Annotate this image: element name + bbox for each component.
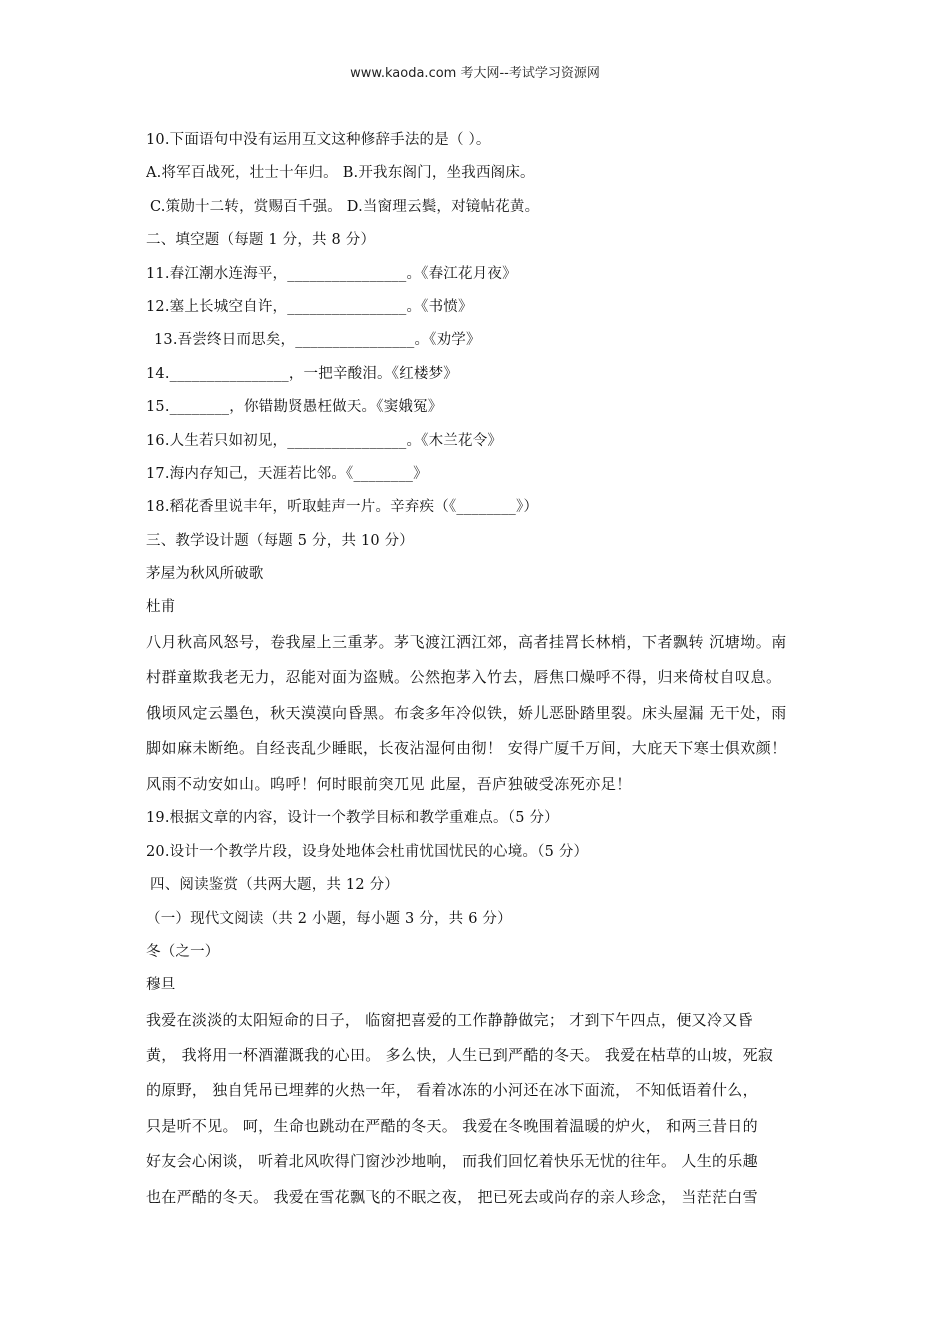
questions-section-a <box>146 124 826 625</box>
section-heading-fill-in: 二、填空题（每题 1 分，共 8 分） <box>146 232 376 249</box>
question-16: 16.人生若只如初见，________________。《木兰花令》 <box>146 432 503 449</box>
poem-title: 茅屋为秋风所破歌 <box>146 566 264 583</box>
question-13: 13.吾尝终日而思矣，________________。《劝学》 <box>154 332 481 349</box>
reading-line: 黄， 我将用一杯酒灌溉我的心田。 多么快，人生已到严酷的冬天。 我爱在枯草的山坡，死寂 <box>146 1046 774 1065</box>
poem-text <box>146 625 826 803</box>
question-20: 20.设计一个教学片段，设身处地体会杜甫忧国忧民的心境。（5 分） <box>146 843 589 860</box>
question-19: 19.根据文章的内容，设计一个教学目标和教学重难点。（5 分） <box>146 810 559 827</box>
reading-author: 穆旦 <box>146 977 176 994</box>
question-18: 18.稻花香里说丰年，听取蛙声一片。辛弃疾（《________》） <box>146 499 539 516</box>
question-15: 15.________，你错勘贤愚枉做天。《窦娥冤》 <box>146 399 443 416</box>
reading-text <box>146 1003 826 1215</box>
poem-line: 八月秋高风怒号，卷我屋上三重茅。茅飞渡江洒江郊，高者挂罥长林梢，下者飘转 沉塘坳。南 <box>146 632 787 651</box>
reading-line: 我爱在淡淡的太阳短命的日子， 临窗把喜爱的工作静静做完； 才到下午四点，便又冷又昏 <box>146 1010 753 1029</box>
question-14: 14.________________，一把辛酸泪。《红楼梦》 <box>146 365 459 382</box>
reading-line: 好友会心闲谈， 听着北风吹得门窗沙沙地响， 而我们回忆着快乐无忧的往年。 人生的乐趣 <box>146 1152 758 1171</box>
question-17: 17.海内存知己，天涯若比邻。《________》 <box>146 465 428 482</box>
poem-line: 风雨不动安如山。呜呼！何时眼前突兀见 此屋，吾庐独破受冻死亦足！ <box>146 774 632 793</box>
reading-title: 冬（之一） <box>146 943 220 960</box>
section-heading-reading: 四、阅读鉴赏（共两大题，共 12 分） <box>150 877 399 894</box>
poem-line: 俄顷风定云墨色，秋天漠漠向昏黑。布衾多年冷似铁，娇儿恶卧踏里裂。床头屋漏 无干处，雨 <box>146 703 787 722</box>
poem-author: 杜甫 <box>146 599 176 616</box>
question-11: 11.春江潮水连海平，________________。《春江花月夜》 <box>146 265 517 282</box>
subsection-heading-modern-reading: （一）现代文阅读（共 2 小题，每小题 3 分，共 6 分） <box>146 910 512 927</box>
question-10: 10.下面语句中没有运用互文这种修辞手法的是（ ）。 <box>146 132 491 148</box>
document-body <box>146 124 826 1215</box>
question-10-options-ab: A.将军百战死，壮士十年归。 B.开我东阁门，坐我西阁床。 <box>146 165 535 182</box>
reading-line: 也在严酷的冬天。 我爱在雪花飘飞的不眠之夜， 把已死去或尚存的亲人珍念， 当茫茫白雪 <box>146 1187 758 1206</box>
questions-section-b <box>146 802 826 1002</box>
page-header: www.kaoda.com 考大网--考试学习资源网 <box>350 66 600 81</box>
poem-line: 村群童欺我老无力，忍能对面为盗贼。公然抱茅入竹去，唇焦口燥呼不得，归来倚杖自叹息。 <box>146 668 782 687</box>
section-heading-teaching-design: 三、教学设计题（每题 5 分，共 10 分） <box>146 532 415 549</box>
reading-line: 只是听不见。 呵，生命也跳动在严酷的冬天。 我爱在冬晚围着温暖的炉火， 和两三昔日的 <box>146 1116 758 1135</box>
question-12: 12.塞上长城空自许，________________。《书愤》 <box>146 298 473 315</box>
reading-line: 的原野， 独自凭吊已埋葬的火热一年， 看着冰冻的小河还在冰下面流， 不知低语着什么， <box>146 1081 758 1100</box>
poem-line: 脚如麻未断绝。自经丧乱少睡眠，长夜沾湿何由彻！ 安得广厦千万间，大庇天下寒士俱欢颜！ <box>146 739 787 758</box>
question-10-options-cd: C.策勋十二转，赏赐百千强。 D.当窗理云鬓，对镜帖花黄。 <box>150 198 540 215</box>
